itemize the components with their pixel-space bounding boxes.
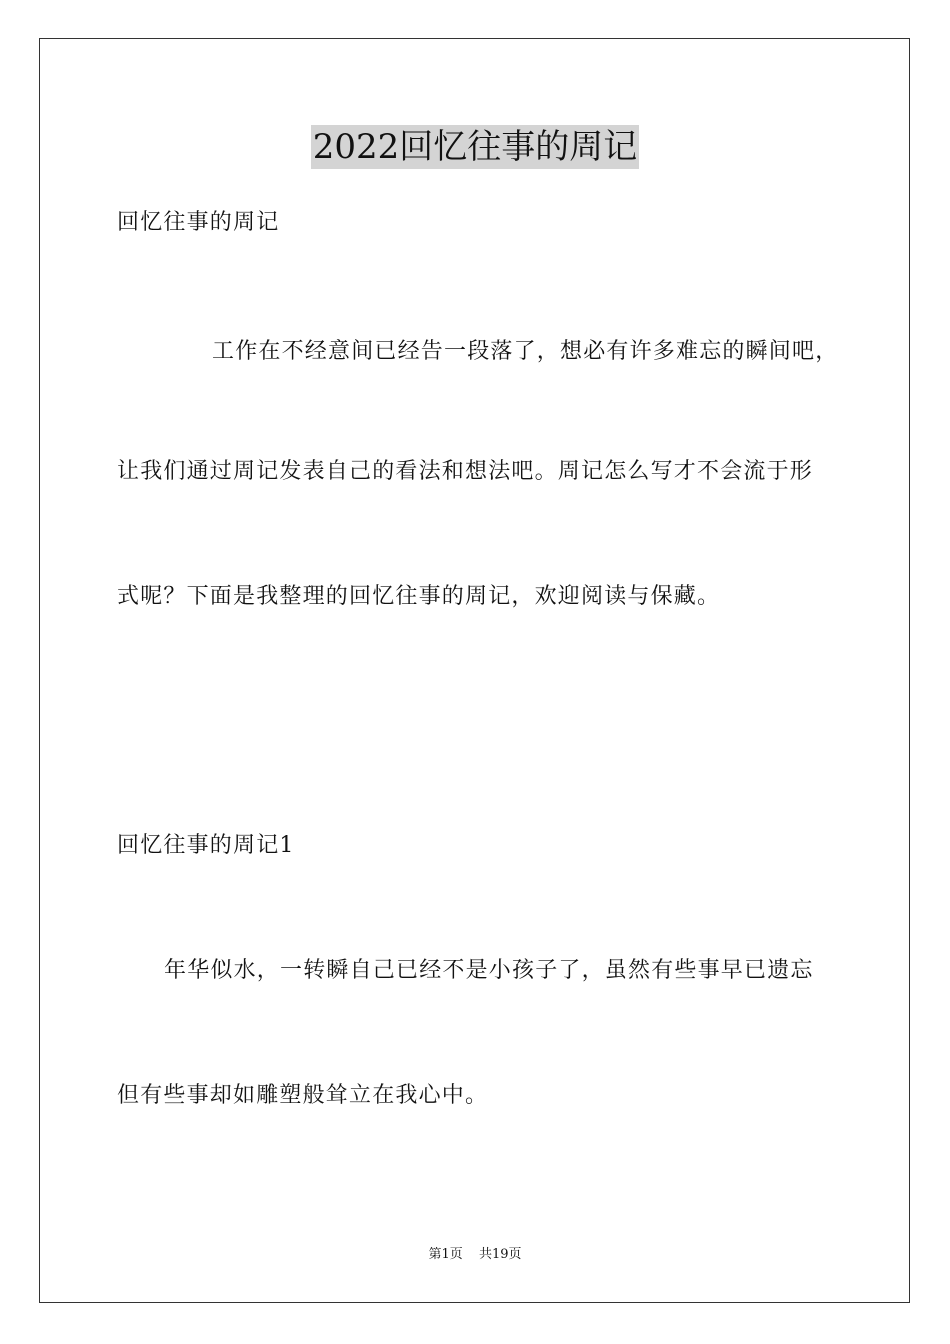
subtitle-line: 回忆往事的周记 — [117, 210, 280, 235]
paragraph-line: 年华似水，一转瞬自己已经不是小孩子了，虽然有些事早已遗忘 — [164, 958, 814, 983]
title-container — [0, 125, 950, 169]
page-total: 共19页 — [478, 1247, 522, 1262]
section-heading: 回忆往事的周记1 — [117, 833, 295, 858]
paragraph-line: 但有些事却如雕塑般耸立在我心中。 — [117, 1083, 489, 1108]
paragraph-line: 让我们通过周记发表自己的看法和想法吧。周记怎么写才不会流于形 — [117, 459, 814, 484]
paragraph-line: 工作在不经意间已经告一段落了，想必有许多难忘的瞬间吧， — [212, 339, 839, 364]
page-number: 第1页 — [428, 1247, 463, 1262]
page-footer — [0, 1246, 950, 1264]
document-title: 2022回忆往事的周记 — [312, 127, 638, 167]
paragraph-line: 式呢？下面是我整理的回忆往事的周记，欢迎阅读与保藏。 — [117, 584, 721, 609]
